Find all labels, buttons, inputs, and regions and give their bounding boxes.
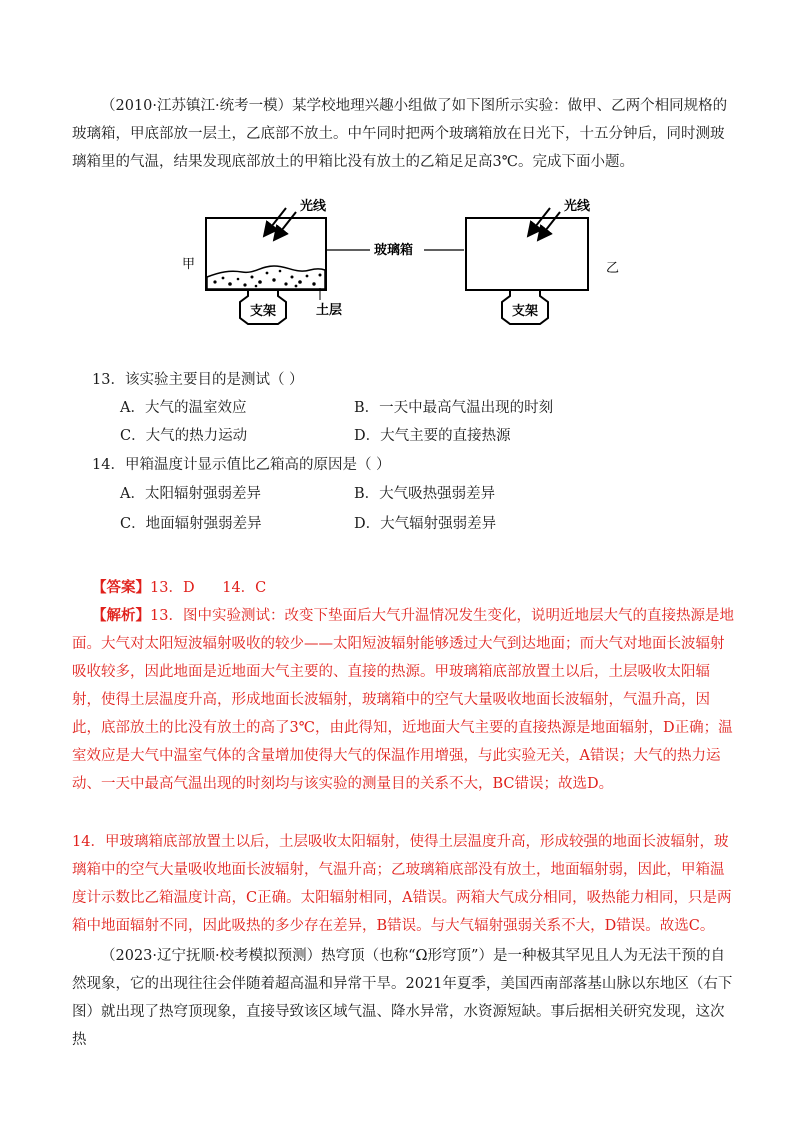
light-arrow (538, 212, 560, 240)
stand-label-jia: 支架 (249, 304, 277, 319)
glass-box-yi (466, 218, 588, 290)
analysis-13-text: 13．图中实验测试：改变下垫面后大气升温情况发生变化，说明近地层大气的直接热源是地面。大气对太阳短波辐射吸收的较少——太阳短波辐射能够透过大气到达地面；而大气对地面长波辐射吸收较多，因此地面是近地面大气主要的、直接的热源。甲玻璃箱底部放置土以后，土层吸收太阳辐射，使得土层温度升高，形成地面长波辐射，玻璃箱中的空气大量吸收地面长波辐射，气温升高，因此，底部放土的比没有放土的高了3℃，由此得知，近地面大气主要的直接热源是地面辐射，D正确；温室效应是大气中温室气体的含量增加使得大气的保温作用增强，与此实验无关，A错误；大气的热力运动、一天中最高气温出现的时刻均与该实验的测量目的关系不大，BC错误；故选D。 (72, 608, 734, 792)
q14-option-d[interactable]: D．大气辐射强弱差异 (354, 516, 497, 532)
q13-option-a[interactable]: A．大气的温室效应 (120, 400, 247, 416)
analysis-13 (72, 602, 736, 798)
light-label-left: 光线 (300, 199, 327, 214)
label-yi: 乙 (606, 261, 620, 276)
answer-tag: 【答案】 (92, 579, 150, 596)
q13-stem: 13．该实验主要目的是测试（ ） (92, 372, 304, 388)
analysis-tag: 【解析】 (92, 607, 150, 624)
light-label-right: 光线 (564, 199, 591, 214)
glass-box-label: 玻璃箱 (374, 243, 414, 258)
intro-paragraph-1: （2010·江苏镇江·统考一模）某学校地理兴趣小组做了如下图所示实验：做甲、乙两个相同规格的玻璃箱，甲底部放一层土，乙底部不放土。中午同时把两个玻璃箱放在日光下，十五分钟后，同时测玻璃箱里的气温，结果发现底部放土的甲箱比没有放土的乙箱足足高3℃。完成下面小题。 (72, 98, 728, 170)
q14-stem: 14．甲箱温度计显示值比乙箱高的原因是（ ） (92, 457, 391, 473)
experiment-diagram (170, 192, 630, 352)
light-arrow (264, 208, 286, 236)
q13-option-d[interactable]: D．大气主要的直接热源 (354, 428, 511, 444)
answer-line (92, 574, 266, 602)
q13-option-b[interactable]: B．一天中最高气温出现的时刻 (354, 400, 554, 416)
intro-paragraph-2: （2023·辽宁抚顺·校考模拟预测）热穹顶（也称“Ω形穹顶”）是一种极其罕见且人为无法干预的自然现象，它的出现往往会伴随着超高温和异常干旱。2021年夏季，美国西南部落基山脉以东地区（右下图）就出现了热穹顶现象，直接导致该区域气温、降水异常，水资源短缺。事后据相关研究发现，这次热 (72, 948, 733, 1048)
q14-option-a[interactable]: A．太阳辐射强弱差异 (120, 486, 261, 502)
q13-option-c[interactable]: C．大气的热力运动 (120, 428, 248, 444)
label-jia: 甲 (182, 257, 196, 272)
analysis-14: 14．甲玻璃箱底部放置土以后，土层吸收太阳辐射，使得土层温度升高，形成较强的地面长波辐射，玻璃箱中的空气大量吸收地面长波辐射，气温升高；乙玻璃箱底部没有放土，地面辐射弱，因此，甲箱温度计示数比乙箱温度计高，C正确。太阳辐射相同，A错误。两箱大气成分相同，吸热能力相同，只是两箱中地面辐射不同，因此吸热的多少存在差异，B错误。与大气辐射强弱关系不大，D错误。故选C。 (72, 834, 732, 934)
soil-layer (207, 266, 325, 289)
light-arrow (274, 212, 296, 240)
q14-option-c[interactable]: C．地面辐射强弱差异 (120, 516, 262, 532)
q14-option-b[interactable]: B．大气吸热强弱差异 (354, 486, 496, 502)
answer-text: 13．D 14．C (150, 580, 267, 596)
soil-label: 土层 (316, 303, 343, 318)
light-arrow (528, 208, 550, 236)
stand-label-yi: 支架 (511, 304, 539, 319)
